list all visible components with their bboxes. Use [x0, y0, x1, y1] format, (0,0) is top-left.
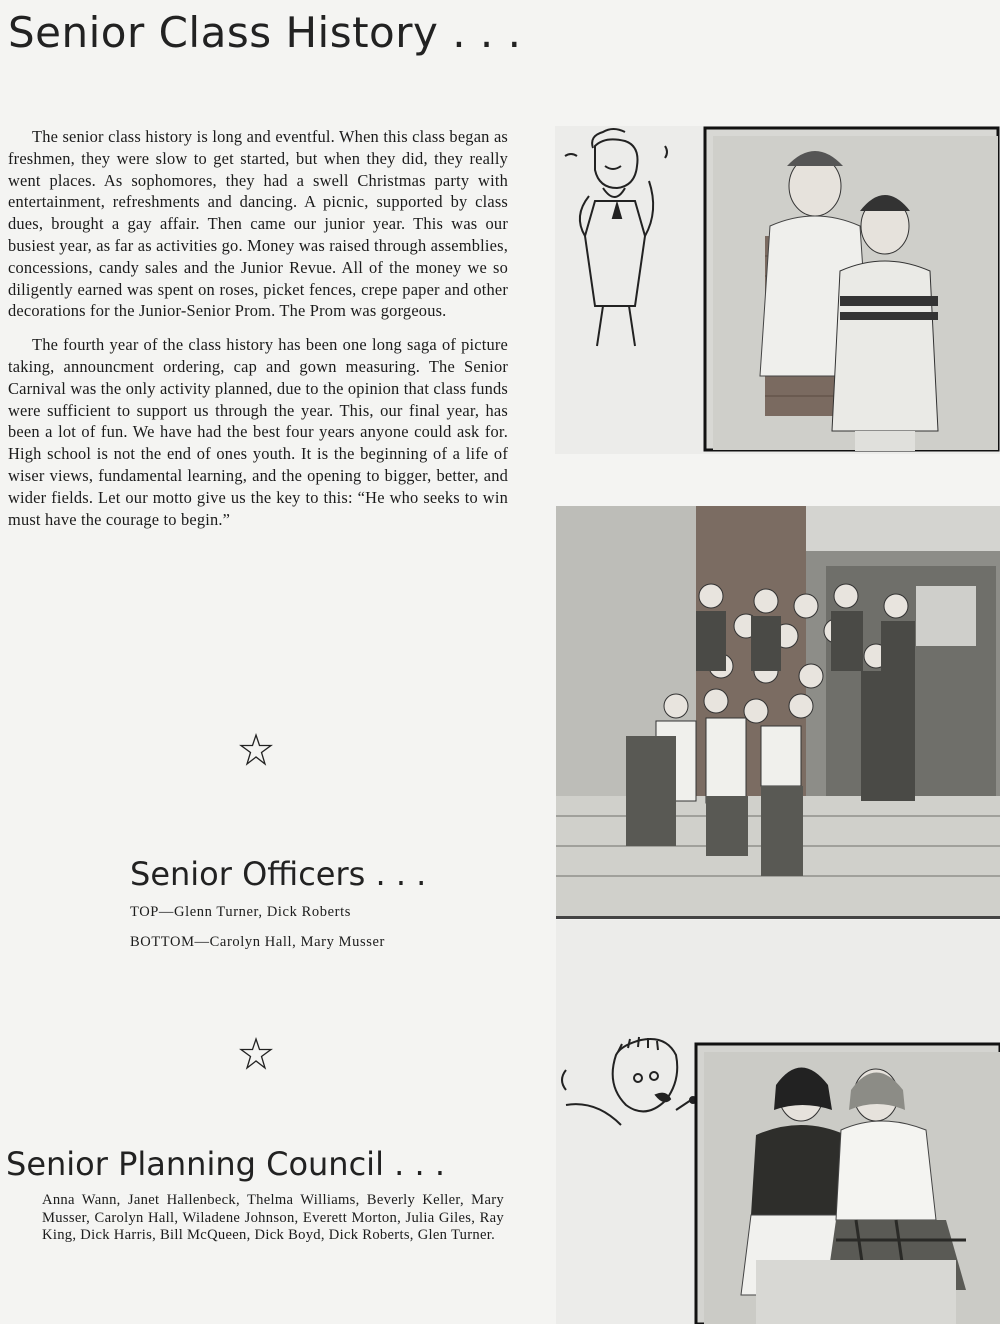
star-icon — [238, 1036, 274, 1072]
officers-bottom-line: BOTTOM—Carolyn Hall, Mary Musser — [130, 934, 385, 950]
officers-top-photo — [555, 126, 1000, 454]
planning-council-group-photo — [556, 506, 1000, 916]
council-names: Anna Wann, Janet Hallenbeck, Thelma Williams, Beverly Keller, Mary Musser, Carolyn Hall, Wiladene Johnson, Everett Morton, Julia Giles, Ray King, Dick Harris, Bill McQueen, Dick Boyd, Dick Roberts, Glen Turner. — [42, 1192, 504, 1244]
yawning-boy-cartoon — [565, 129, 667, 346]
officers-bottom-photo — [556, 920, 1000, 1324]
page-title: Senior Class History . . . — [8, 8, 522, 57]
history-paragraph-2: The fourth year of the class history has been one long saga of picture taking, announcment ordering, cap and gown measuring. The Senior Carnival was the only activity planned, due to the opinion that class funds were sufficient to support us through the year. This, our final year, has been a lot of fun. We have had the best four years anyone could ask for. High school is not the end of ones youth. It is the beginning of a life of wiser views, fundamental learning, and the opening to bigger, better, and wider fields. Let our motto give us the key to this: “He who seeks to win must have the courage to begin.” — [8, 335, 508, 529]
history-paragraph-1: The senior class history is long and eventful. When this class began as freshmen, they were slow to get started, but when they did, they really went places. As sophomores, they had a swell Christmas party with entertainment, refreshments and dancing. A picnic, supported by class dues, brought a gay affair. Then came our junior year. This was our busiest year, as far as activities go. Money was raised through assemblies, concessions, candy sales and the Junior Revue. All of the money we so diligently earned was spent on roses, picket fences, crepe paper and other decorations for the Junior-Senior Prom. The Prom was gorgeous. — [8, 127, 508, 321]
officers-title: Senior Officers . . . — [130, 855, 427, 893]
panel-divider — [556, 916, 1000, 919]
council-title: Senior Planning Council . . . — [6, 1145, 445, 1183]
officers-top-line: TOP—Glenn Turner, Dick Roberts — [130, 904, 351, 920]
star-icon — [238, 732, 274, 768]
class-history-text — [8, 126, 508, 542]
singing-face-cartoon — [562, 1037, 714, 1129]
